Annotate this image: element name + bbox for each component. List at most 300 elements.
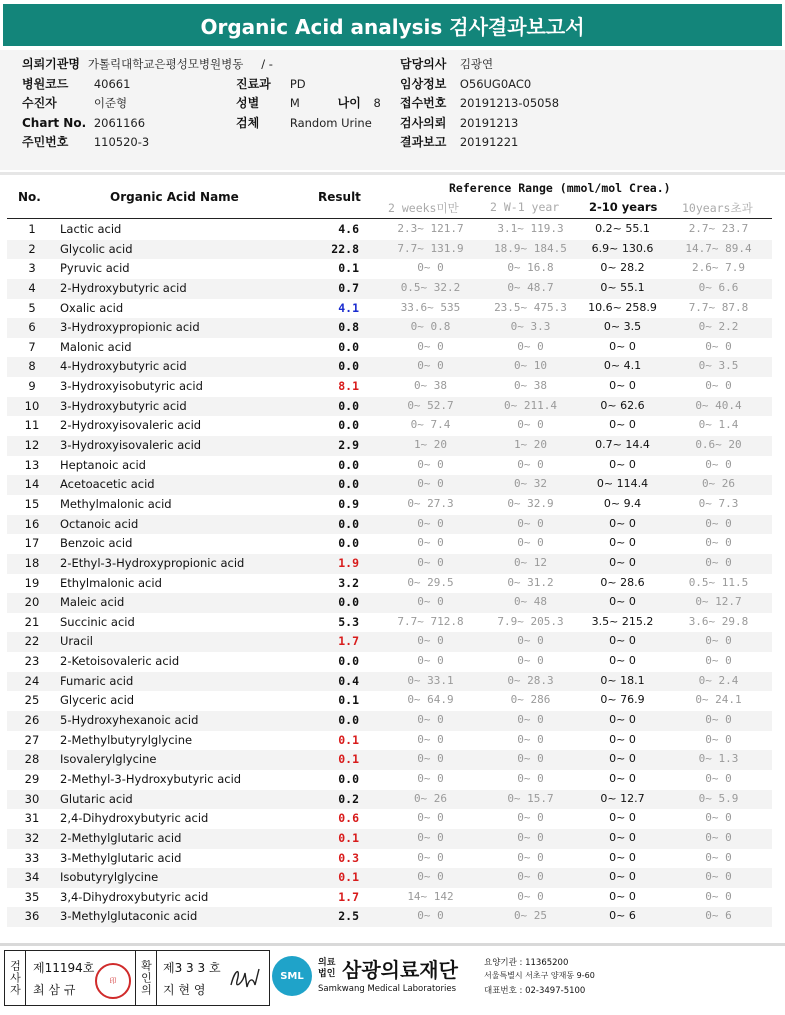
ref-2-10y: 0~ 6 — [609, 909, 636, 923]
result-value: 0.9 — [338, 496, 359, 511]
ref-2w1y: 0~ 38 — [513, 379, 548, 393]
ref-2-10y: 0~ 0 — [609, 536, 636, 550]
ref-2w1y: 0~ 0 — [517, 536, 544, 550]
ref-10y: 0~ 0 — [705, 870, 732, 884]
ref-2-10y: 0~ 114.4 — [596, 477, 649, 491]
row-number: 12 — [24, 438, 40, 453]
ref-2w1y: 0~ 48 — [513, 595, 548, 609]
ref-10y: 0~ 2.2 — [698, 320, 739, 334]
row-number: 26 — [24, 713, 40, 728]
ref-2w1y: 0~ 0 — [517, 811, 544, 825]
row-number: 7 — [28, 339, 36, 354]
ref-2weeks: 0~ 0 — [417, 595, 444, 609]
report-value: 20191221 — [459, 135, 519, 149]
ref-2w1y: 0~ 0 — [517, 850, 544, 864]
ref-10y: 0~ 0 — [705, 516, 732, 530]
ref-col-2w1y: 2 W-1 year — [490, 200, 560, 214]
acid-name: Lactic acid — [60, 222, 122, 236]
ref-10y: 2.7~ 23.7 — [688, 222, 749, 235]
row-number: 9 — [28, 379, 36, 394]
specimen-row — [236, 113, 372, 133]
header-rule — [7, 218, 772, 219]
ref-2w1y: 0~ 16.8 — [507, 261, 554, 275]
table-row — [7, 829, 772, 849]
table-row — [7, 672, 772, 692]
ref-10y: 14.7~ 89.4 — [685, 241, 752, 255]
ref-2-10y: 0~ 0 — [609, 752, 636, 766]
row-number: 28 — [24, 752, 40, 767]
ref-10y: 0~ 0 — [705, 339, 732, 353]
ref-2weeks: 0~ 38 — [413, 379, 448, 393]
acid-name: Pyruvic acid — [60, 261, 130, 276]
ref-2-10y: 0~ 28.6 — [600, 575, 645, 589]
ref-10y: 0~ 24.1 — [695, 693, 742, 707]
table-row — [7, 220, 772, 240]
ref-2-10y: 0~ 0 — [609, 870, 636, 884]
patient-info-panel — [0, 50, 785, 170]
ref-2-10y: 0~ 12.7 — [600, 791, 645, 805]
ref-10y: 0~ 0 — [705, 457, 732, 471]
result-value: 0.1 — [338, 261, 359, 276]
acid-name: Ethylmalonic acid — [60, 575, 162, 590]
ref-2-10y: 0~ 18.1 — [600, 673, 645, 687]
row-number: 24 — [24, 673, 40, 688]
acid-name: 2-Methylglutaric acid — [60, 830, 182, 845]
age-label: 나이 — [337, 96, 361, 110]
ref-2-10y: 0~ 0 — [609, 654, 636, 668]
ref-2w1y: 0~ 0 — [517, 457, 544, 471]
table-row — [7, 750, 772, 770]
row-number: 4 — [28, 280, 36, 295]
col-ref-header: Reference Range (mmol/mol Crea.) — [449, 181, 671, 195]
hospital-code-label: 병원코드 — [22, 77, 69, 91]
ref-2weeks: 0~ 0 — [417, 870, 444, 884]
org-name-ko: 삼광의료재단 — [342, 958, 458, 982]
row-number: 34 — [24, 870, 40, 885]
ref-2-10y: 0.2~ 55.1 — [595, 222, 650, 235]
clinical-value: O56UG0AC0 — [459, 77, 532, 91]
ref-2w1y: 0~ 211.4 — [504, 398, 557, 412]
acid-name: 2-Hydroxyisovaleric acid — [60, 418, 202, 433]
table-row — [7, 318, 772, 338]
ref-2weeks: 0~ 27.3 — [407, 496, 454, 510]
acid-name: Fumaric acid — [60, 673, 134, 688]
dept-label: 진료과 — [236, 77, 271, 91]
col-result-header: Result — [318, 190, 361, 204]
ref-2weeks: 0~ 0 — [417, 261, 444, 275]
row-number: 8 — [28, 359, 36, 374]
tester-seal-icon: 印 — [95, 963, 131, 999]
ref-2w1y: 0~ 0 — [517, 752, 544, 766]
age-value: 8 — [373, 96, 381, 110]
row-number: 14 — [24, 477, 40, 492]
row-number: 35 — [24, 889, 40, 904]
table-row — [7, 868, 772, 888]
dept-slash: / - — [261, 57, 273, 71]
ref-10y: 2.6~ 7.9 — [692, 261, 745, 275]
result-value: 0.0 — [338, 516, 359, 531]
receipt-row — [400, 93, 559, 113]
table-row — [7, 731, 772, 751]
org-small1: 의료 — [318, 958, 336, 968]
table-row — [7, 397, 772, 417]
result-value: 0.1 — [338, 870, 359, 885]
ref-2w1y: 0~ 0 — [517, 870, 544, 884]
result-value: 4.6 — [338, 222, 359, 236]
ref-2w1y: 0~ 0 — [517, 889, 544, 903]
ref-10y: 0~ 0 — [705, 889, 732, 903]
result-value: 0.4 — [338, 673, 359, 688]
clinical-row — [400, 74, 531, 94]
row-number: 25 — [24, 693, 40, 708]
ref-10y: 0.5~ 11.5 — [688, 575, 749, 589]
acid-name: 2-Ketoisovaleric acid — [60, 654, 180, 669]
ref-2w1y: 23.5~ 475.3 — [494, 300, 567, 314]
tester-no: 제11194호 — [33, 961, 95, 975]
ref-2-10y: 0~ 0 — [609, 850, 636, 864]
ref-2weeks: 0~ 0 — [417, 752, 444, 766]
row-number: 30 — [24, 791, 40, 806]
acid-name: Isobutyrylglycine — [60, 870, 159, 885]
ref-2-10y: 0~ 28.2 — [600, 261, 645, 275]
row-number: 32 — [24, 830, 40, 845]
table-row — [7, 554, 772, 574]
org-address: 서울특별시 서초구 양재동 9-60 — [484, 971, 595, 980]
ref-2-10y: 0~ 0 — [609, 811, 636, 825]
result-value: 0.0 — [338, 713, 359, 728]
section-divider — [0, 172, 785, 175]
ref-10y: 0~ 0 — [705, 555, 732, 569]
result-value: 0.1 — [338, 732, 359, 747]
ref-2w1y: 0~ 0 — [517, 418, 544, 432]
ref-10y: 0~ 0 — [705, 634, 732, 648]
acid-name: Succinic acid — [60, 614, 135, 629]
report-row — [400, 132, 518, 152]
ref-2w1y: 7.9~ 205.3 — [497, 614, 564, 628]
acid-name: Benzoic acid — [60, 536, 133, 551]
ref-2-10y: 6.9~ 130.6 — [591, 241, 654, 255]
ref-10y: 0~ 6 — [705, 909, 732, 923]
ref-2w1y: 0~ 3.3 — [510, 320, 551, 334]
row-number: 16 — [24, 516, 40, 531]
ref-2weeks: 0~ 7.4 — [410, 418, 451, 432]
tester-name: 최 삼 규 — [33, 983, 76, 997]
ref-2weeks: 0~ 0 — [417, 654, 444, 668]
report-label: 결과보고 — [400, 135, 447, 149]
result-value: 0.0 — [338, 654, 359, 669]
acid-name: Acetoacetic acid — [60, 477, 155, 492]
table-row — [7, 849, 772, 869]
result-value: 1.9 — [338, 555, 359, 570]
request-row — [400, 113, 518, 133]
row-number: 5 — [28, 300, 36, 315]
table-row — [7, 279, 772, 299]
table-row — [7, 495, 772, 515]
ref-2weeks: 0~ 0 — [417, 555, 444, 569]
table-row — [7, 593, 772, 613]
ref-2-10y: 0~ 0 — [609, 457, 636, 471]
ref-2-10y: 0~ 0 — [609, 555, 636, 569]
table-row — [7, 515, 772, 535]
row-number: 22 — [24, 634, 40, 649]
ref-2weeks: 0~ 0 — [417, 713, 444, 727]
row-number: 18 — [24, 555, 40, 570]
ref-2w1y: 1~ 20 — [513, 438, 548, 452]
acid-name: Glutaric acid — [60, 791, 133, 806]
ref-2w1y: 3.1~ 119.3 — [497, 222, 564, 235]
ref-10y: 0.6~ 20 — [695, 438, 742, 452]
ref-2-10y: 0~ 0 — [609, 418, 636, 432]
chart-label: Chart No. — [22, 116, 87, 130]
result-value: 0.2 — [338, 791, 359, 806]
acid-name: Malonic acid — [60, 339, 132, 354]
ref-2-10y: 0.7~ 14.4 — [595, 438, 650, 452]
receipt-value: 20191213-05058 — [459, 96, 560, 110]
result-value: 0.0 — [338, 359, 359, 374]
id-row — [22, 132, 149, 152]
table-row — [7, 632, 772, 652]
row-number: 2 — [28, 241, 36, 256]
table-row — [7, 357, 772, 377]
ref-2w1y: 0~ 0 — [517, 713, 544, 727]
row-number: 20 — [24, 595, 40, 610]
tester-label: 검사자 — [5, 951, 26, 1005]
acid-name: Heptanoic acid — [60, 457, 146, 472]
result-value: 2.9 — [338, 438, 359, 453]
acid-name: Glycolic acid — [60, 241, 133, 256]
table-row — [7, 652, 772, 672]
ref-10y: 0~ 7.3 — [698, 496, 739, 510]
ref-2weeks: 0~ 0 — [417, 830, 444, 844]
ref-2-10y: 0~ 4.1 — [603, 359, 642, 373]
acid-name: 5-Hydroxyhexanoic acid — [60, 713, 199, 728]
acid-name: 2-Methylbutyrylglycine — [60, 732, 193, 747]
table-row — [7, 907, 772, 927]
row-number: 21 — [24, 614, 40, 629]
ref-10y: 0~ 12.7 — [695, 595, 742, 609]
table-row — [7, 299, 772, 319]
org-small2: 법인 — [318, 969, 336, 979]
acid-name: 2,4-Dihydroxybutyric acid — [60, 811, 209, 826]
ref-2weeks: 0~ 64.9 — [407, 693, 454, 707]
ref-2weeks: 0~ 29.5 — [407, 575, 454, 589]
ref-2weeks: 0~ 0 — [417, 850, 444, 864]
ref-2weeks: 0~ 0 — [417, 909, 444, 923]
row-number: 33 — [24, 850, 40, 865]
ref-2w1y: 0~ 12 — [513, 555, 548, 569]
acid-name: 3-Hydroxyisobutyric acid — [60, 379, 203, 394]
ref-2weeks: 0~ 0 — [417, 536, 444, 550]
ref-col-2weeks: 2 weeks미만 — [388, 201, 459, 215]
ref-10y: 7.7~ 87.8 — [688, 300, 749, 314]
acid-name: Maleic acid — [60, 595, 125, 610]
ref-2w1y: 0~ 32 — [513, 477, 548, 491]
ref-2w1y: 0~ 32.9 — [507, 496, 554, 510]
ref-2-10y: 0~ 62.6 — [600, 398, 645, 412]
ref-10y: 0~ 2.4 — [698, 673, 739, 687]
specimen-label: 검체 — [236, 116, 260, 130]
ref-2-10y: 3.5~ 215.2 — [591, 614, 654, 628]
ref-2-10y: 0~ 0 — [609, 830, 636, 844]
request-label: 검사의뢰 — [400, 116, 447, 130]
ref-10y: 0~ 26 — [701, 477, 736, 491]
clinical-label: 임상정보 — [400, 77, 447, 91]
ref-10y: 0~ 0 — [705, 771, 732, 785]
receipt-label: 접수번호 — [400, 96, 447, 110]
ref-10y: 0~ 5.9 — [698, 791, 739, 805]
acid-name: 2-Hydroxybutyric acid — [60, 280, 187, 295]
institution-row — [22, 54, 273, 74]
ref-2-10y: 0~ 0 — [609, 339, 636, 353]
ref-2w1y: 0~ 0 — [517, 830, 544, 844]
confirm-no: 제3 3 3 호 — [163, 961, 221, 975]
ref-2weeks: 0~ 0 — [417, 732, 444, 746]
patient-name: 이준형 — [93, 96, 128, 110]
row-number: 6 — [28, 320, 36, 335]
ref-2-10y: 0~ 0 — [609, 889, 636, 903]
acid-name: 3-Methylglutaconic acid — [60, 909, 198, 924]
acid-name: 2-Methyl-3-Hydroxybutyric acid — [60, 771, 242, 786]
ref-2weeks: 0~ 26 — [413, 791, 448, 805]
table-row — [7, 534, 772, 554]
ref-10y: 0~ 0 — [705, 536, 732, 550]
ref-10y: 0~ 0 — [705, 379, 732, 393]
institution-label: 의뢰기관명 — [22, 57, 80, 71]
table-row — [7, 711, 772, 731]
ref-2w1y: 0~ 0 — [517, 771, 544, 785]
result-value: 0.3 — [338, 850, 359, 865]
col-no-header: No. — [18, 190, 41, 204]
ref-10y: 0~ 0 — [705, 811, 732, 825]
row-number: 1 — [28, 222, 36, 236]
institution-value: 가톨릭대학교은평성모병원병동 — [87, 57, 244, 71]
dept-row — [236, 74, 306, 94]
ref-2weeks: 0~ 52.7 — [407, 398, 454, 412]
acid-name: Isovalerylglycine — [60, 752, 157, 767]
acid-name: 3-Hydroxybutyric acid — [60, 398, 187, 413]
row-number: 3 — [28, 261, 36, 276]
ref-2w1y: 18.9~ 184.5 — [494, 241, 567, 255]
ref-2-10y: 10.6~ 258.9 — [588, 300, 657, 314]
col-name-header: Organic Acid Name — [110, 190, 239, 204]
row-number: 15 — [24, 496, 40, 511]
acid-name: Octanoic acid — [60, 516, 139, 531]
ref-2w1y: 0~ 286 — [510, 693, 551, 707]
row-number: 36 — [24, 909, 40, 924]
table-row — [7, 613, 772, 633]
id-value: 110520-3 — [93, 135, 150, 149]
ref-10y: 0~ 0 — [705, 850, 732, 864]
table-row — [7, 475, 772, 495]
hospital-code-value: 40661 — [93, 77, 131, 91]
result-value: 0.1 — [338, 752, 359, 767]
ref-2weeks: 0~ 33.1 — [407, 673, 454, 687]
ref-10y: 0~ 1.4 — [698, 418, 739, 432]
chart-row — [22, 113, 145, 133]
result-value: 0.0 — [338, 595, 359, 610]
ref-2w1y: 0~ 0 — [517, 516, 544, 530]
row-number: 23 — [24, 654, 40, 669]
ref-2w1y: 0~ 0 — [517, 654, 544, 668]
ref-2-10y: 0~ 3.5 — [603, 320, 642, 334]
row-number: 27 — [24, 732, 40, 747]
table-row — [7, 338, 772, 358]
acid-name: 3,4-Dihydroxybutyric acid — [60, 889, 209, 904]
table-row — [7, 240, 772, 260]
ref-2weeks: 1~ 20 — [413, 438, 448, 452]
result-value: 0.0 — [338, 477, 359, 492]
ref-10y: 0~ 0 — [705, 713, 732, 727]
ref-2weeks: 0~ 0 — [417, 516, 444, 530]
confirm-label: 확인의 — [135, 951, 157, 1005]
row-number: 17 — [24, 536, 40, 551]
acid-name: 2-Ethyl-3-Hydroxypropionic acid — [60, 555, 245, 570]
row-number: 10 — [24, 398, 40, 413]
org-code: 요양기관 : 11365200 — [484, 958, 569, 968]
acid-name: Glyceric acid — [60, 693, 135, 708]
ref-2weeks: 0~ 0 — [417, 477, 444, 491]
ref-2-10y: 0~ 0 — [609, 595, 636, 609]
doctor-label: 담당의사 — [400, 57, 447, 71]
ref-2-10y: 0~ 9.4 — [603, 496, 642, 510]
table-header — [0, 178, 785, 218]
result-value: 2.5 — [338, 909, 359, 924]
org-name-en: Samkwang Medical Laboratories — [318, 984, 457, 994]
row-number: 31 — [24, 811, 40, 826]
ref-2w1y: 0~ 25 — [513, 909, 548, 923]
report-title: Organic Acid analysis 검사결과보고서 — [3, 4, 782, 46]
result-value: 1.7 — [338, 889, 359, 904]
ref-2weeks: 0~ 0 — [417, 771, 444, 785]
result-value: 0.0 — [338, 418, 359, 433]
result-value: 0.8 — [338, 320, 359, 335]
doctor-row — [400, 54, 493, 74]
specimen-value: Random Urine — [289, 116, 372, 130]
patient-row — [22, 93, 127, 113]
sex-label: 성별 — [236, 96, 260, 110]
ref-10y: 0~ 40.4 — [695, 398, 742, 412]
table-row — [7, 809, 772, 829]
hospital-code-row — [22, 74, 130, 94]
request-value: 20191213 — [459, 116, 519, 130]
row-number: 29 — [24, 771, 40, 786]
ref-2weeks: 0~ 0 — [417, 457, 444, 471]
result-value: 0.7 — [338, 280, 359, 295]
row-number: 13 — [24, 457, 40, 472]
ref-2weeks: 2.3~ 121.7 — [397, 222, 464, 235]
ref-10y: 0~ 0 — [705, 830, 732, 844]
table-row — [7, 691, 772, 711]
ref-2w1y: 0~ 28.3 — [507, 673, 554, 687]
result-value: 0.0 — [338, 536, 359, 551]
ref-2weeks: 0.5~ 32.2 — [400, 280, 461, 294]
ref-2weeks: 0~ 0 — [417, 811, 444, 825]
footer-divider — [0, 943, 785, 946]
ref-2weeks: 0~ 0 — [417, 359, 444, 373]
table-row — [7, 574, 772, 594]
org-phone: 대표번호 : 02-3497-5100 — [484, 986, 586, 996]
dept-value: PD — [289, 77, 306, 91]
sex-value: M — [289, 96, 300, 110]
table-row — [7, 790, 772, 810]
ref-2w1y: 0~ 0 — [517, 339, 544, 353]
ref-col-2-10y: 2-10 years — [589, 200, 658, 214]
result-value: 8.1 — [338, 379, 359, 394]
confirm-name: 지 현 영 — [163, 983, 206, 997]
acid-name: 3-Methylglutaric acid — [60, 850, 182, 865]
ref-10y: 0~ 0 — [705, 654, 732, 668]
result-value: 1.7 — [338, 634, 359, 649]
